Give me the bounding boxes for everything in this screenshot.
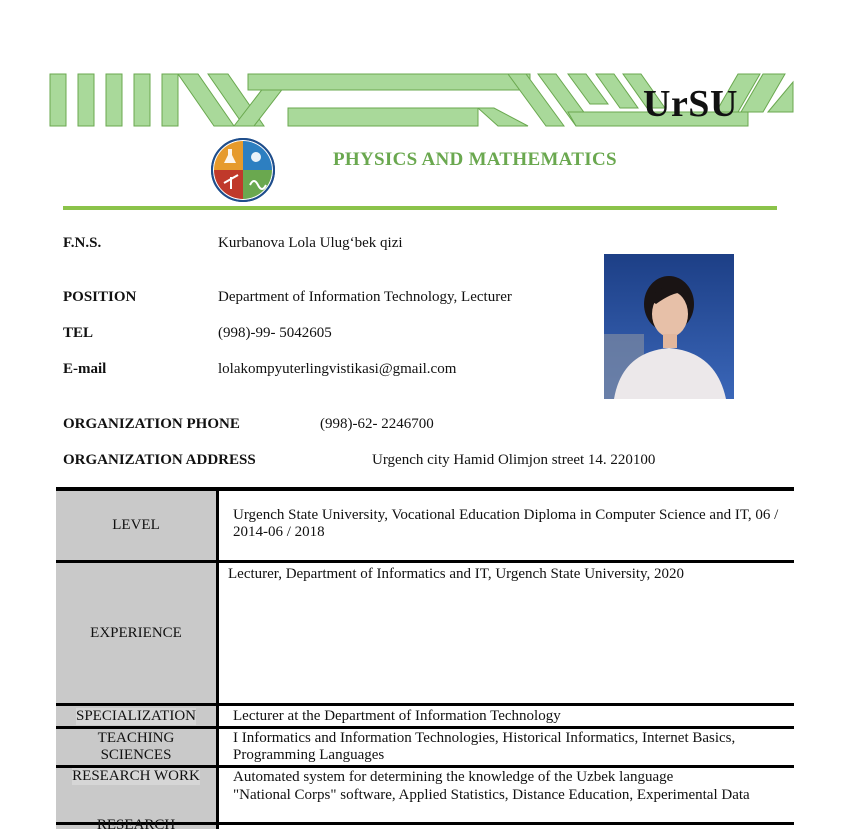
experience-value: Lecturer, Department of Informatics and IT, Urgench State University, 2020 <box>228 566 685 582</box>
header-divider <box>63 206 777 210</box>
email-value[interactable]: lolakompyuterlingvistikasi@gmail.com <box>218 361 457 377</box>
research-label <box>56 768 216 822</box>
department-title: PHYSICS AND MATHEMATICS <box>333 149 617 170</box>
tel-label: TEL <box>63 325 94 341</box>
level-value: Urgench State University, Vocational Education Diploma in Computer Science and IT, 06 / 2014-06 / 2018 <box>233 507 779 540</box>
org-phone-label: ORGANIZATION PHONE <box>63 416 240 432</box>
specialization-value: Lecturer at the Department of Information Technology <box>233 708 561 724</box>
next-row-label <box>56 817 216 833</box>
fns-value: Kurbanova Lola Ulug‘bek qizi <box>218 235 403 251</box>
table-column-divider <box>216 487 219 829</box>
next-row-label-text: RESEARCH <box>96 817 176 833</box>
profile-photo <box>604 254 734 399</box>
email-label: E-mail <box>63 361 107 377</box>
fns-label: F.N.S. <box>63 235 102 251</box>
specialization-label-text: SPECIALIZATION <box>76 707 196 724</box>
teaching-value: I Informatics and Information Technologies, Historical Informatics, Internet Basics, Programming Languages <box>233 730 736 763</box>
position-label: POSITION <box>63 289 137 305</box>
research-value-line1: Automated system for determining the knowledge of the Uzbek language <box>233 769 674 785</box>
tel-value: (998)-99- 5042605 <box>218 325 332 341</box>
specialization-label <box>56 706 216 726</box>
research-label-text: RESEARCH WORK <box>72 768 200 784</box>
level-label: LEVEL <box>56 491 216 560</box>
org-address-label: ORGANIZATION ADDRESS <box>63 452 256 468</box>
experience-label: EXPERIENCE <box>56 563 216 703</box>
brand-title: UrSU <box>643 83 738 125</box>
teaching-label <box>56 729 216 765</box>
teaching-label-text: TEACHING SCIENCES <box>97 730 175 763</box>
org-address-value: Urgench city Hamid Olimjon street 14. 220100 <box>372 452 656 468</box>
org-phone-value: (998)-62- 2246700 <box>320 416 434 432</box>
faculty-logo-icon <box>210 137 276 203</box>
research-value-line2: "National Corps" software, Applied Statistics, Distance Education, Experimental Data <box>233 787 750 803</box>
position-value: Department of Information Technology, Lecturer <box>218 289 512 305</box>
